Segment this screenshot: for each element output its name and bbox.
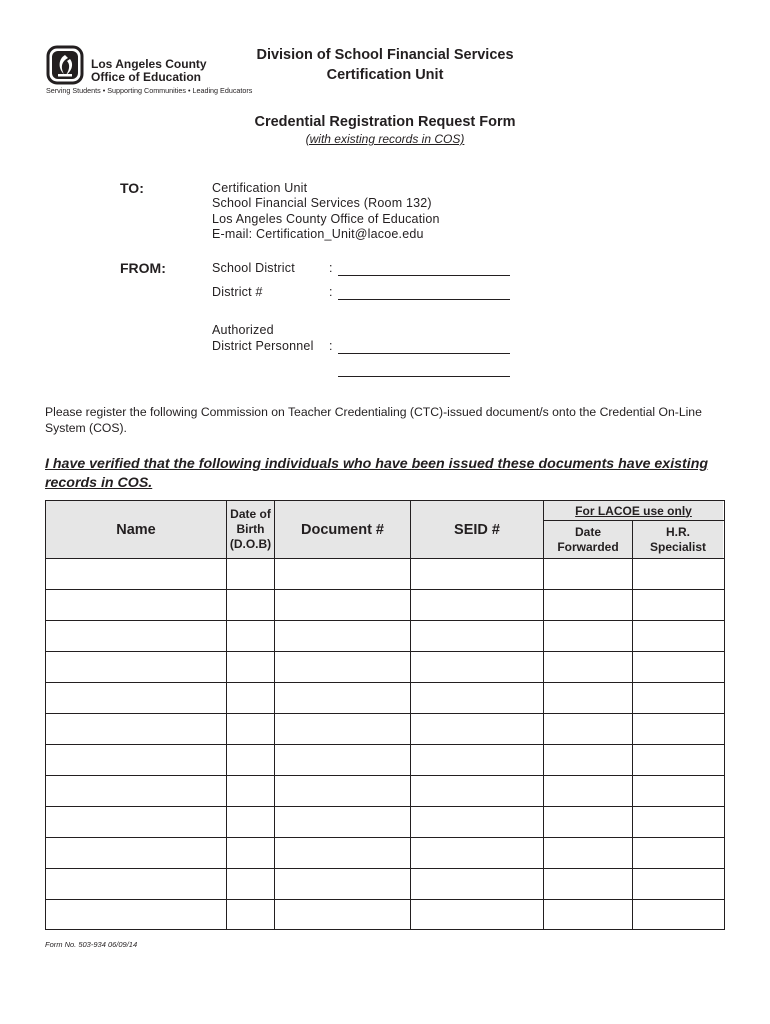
form-number: Form No. 503-934 06/09/14 [45,940,138,949]
district-number-label: District # [212,285,263,299]
colon: : [329,339,333,353]
header-dob-line2: Birth [236,522,265,536]
to-line-3: Los Angeles County Office of Education [212,212,440,226]
from-label: FROM: [120,260,166,276]
header-seid: SEID # [411,501,543,558]
header-document: Document # [275,501,410,558]
logo-tagline: Serving Students • Supporting Communities • Leading Educators [46,86,253,95]
authorized-personnel-field[interactable] [338,353,510,354]
district-number-field[interactable] [338,299,510,300]
to-line-2: School Financial Services (Room 132) [212,196,432,210]
school-district-label: School District [212,261,295,275]
authorized-label-line1: Authorized [212,323,274,337]
logo-name-line2: Office of Education [91,70,202,84]
to-label: TO: [120,180,144,196]
form-title: Credential Registration Request Form [254,114,516,130]
header-hr-specialist-line1: H.R. [666,524,690,539]
to-line-1: Certification Unit [212,181,308,195]
header-name: Name [46,501,226,558]
division-title: Division of School Financial Services [256,47,514,63]
instructions-paragraph: Please register the following Commission on Teacher Credentialing (CTC)-issued document/s onto the Credential On-Line System (COS). [45,405,702,435]
to-line-4: E-mail: Certification_Unit@lacoe.edu [212,227,424,241]
header-dob-line1: Date of [230,507,271,521]
form-subtitle: (with existing records in COS) [305,132,465,146]
header-date-forwarded-line2: Forwarded [557,539,619,554]
authorized-personnel-field-2[interactable] [338,376,510,377]
verification-statement: I have verified that the following individuals who have been issued these documents have existing records in COS. [45,456,709,491]
header-date-forwarded-line1: Date [574,524,601,539]
lacoe-emblem-icon [46,45,86,85]
registration-table [45,500,725,930]
school-district-field[interactable] [338,275,510,276]
logo-name-line1: Los Angeles County [91,57,207,71]
header-lacoe-use: For LACOE use only [544,501,723,520]
colon: : [329,261,333,275]
unit-title: Certification Unit [326,67,444,83]
colon: : [329,285,333,299]
header-dob-line3: (D.O.B) [229,537,272,551]
authorized-label-line2: District Personnel [212,339,314,353]
header-hr-specialist-line2: Specialist [649,539,707,554]
table-border [45,500,725,930]
